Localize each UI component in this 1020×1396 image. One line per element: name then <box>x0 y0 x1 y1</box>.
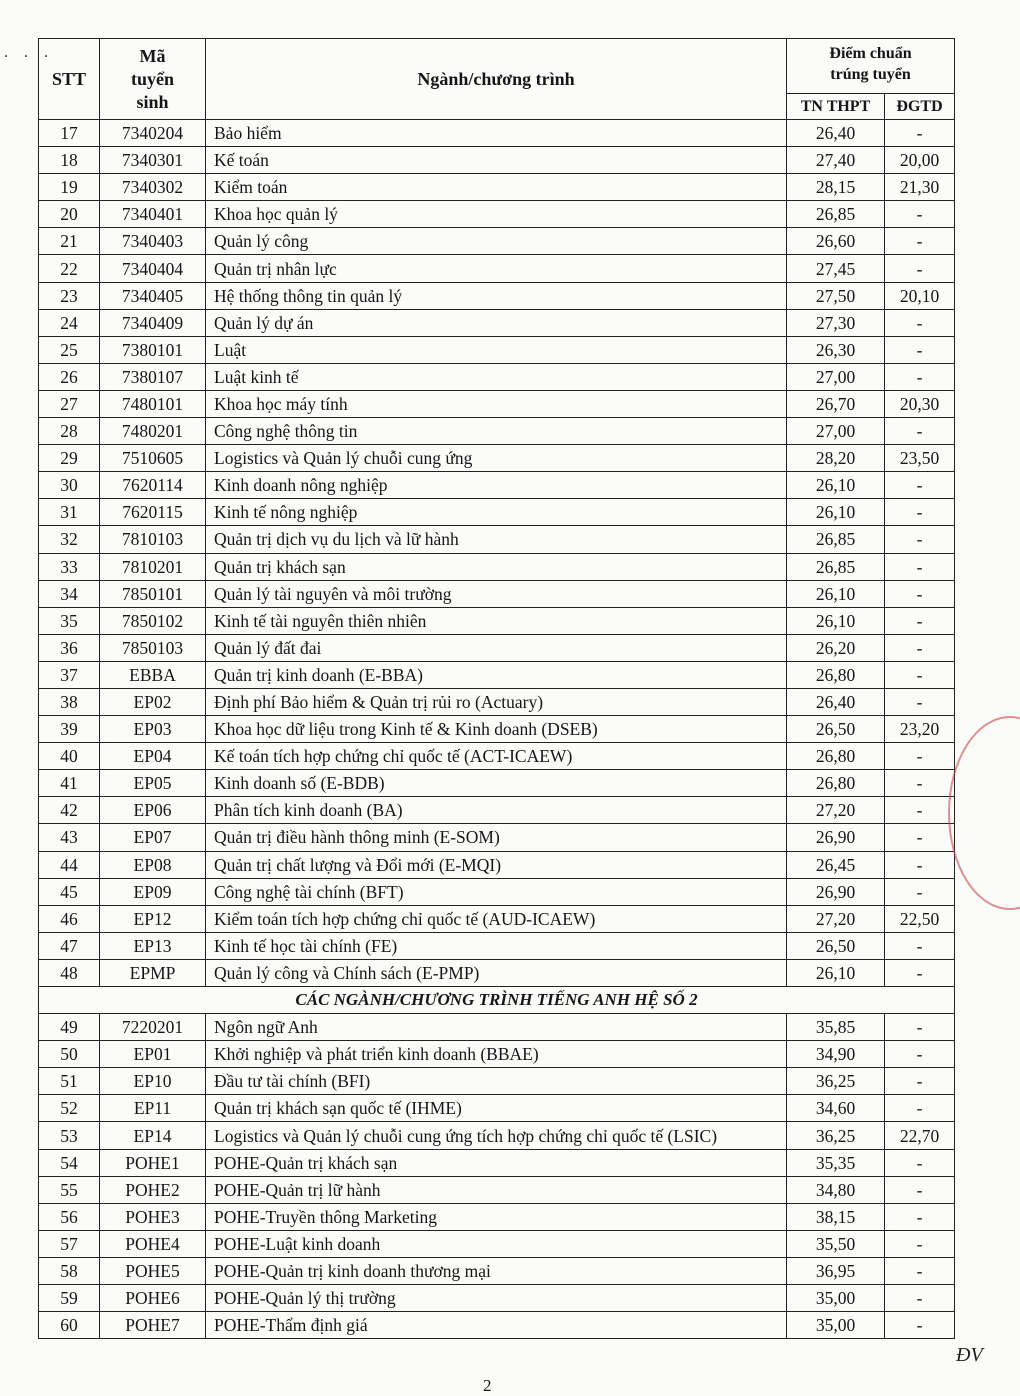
table-row <box>39 174 955 201</box>
cell-tn-thpt: 26,10 <box>787 607 885 634</box>
cell-stt: 54 <box>39 1149 100 1176</box>
cell-program: Quản trị chất lượng và Đổi mới (E-MQI) <box>206 851 787 878</box>
cell-program: Công nghệ thông tin <box>206 418 787 445</box>
cell-dgtd: - <box>885 1095 955 1122</box>
cell-tn-thpt: 26,10 <box>787 472 885 499</box>
table-row <box>39 932 955 959</box>
cell-program: Định phí Bảo hiểm & Quản trị rủi ro (Actuary) <box>206 688 787 715</box>
cell-code: EP08 <box>100 851 206 878</box>
table-row <box>39 1285 955 1312</box>
table-row <box>39 1068 955 1095</box>
cell-program: Quản lý tài nguyên và môi trường <box>206 580 787 607</box>
cell-dgtd: - <box>885 1203 955 1230</box>
cell-stt: 39 <box>39 716 100 743</box>
cell-code: POHE2 <box>100 1176 206 1203</box>
cell-program: Quản trị khách sạn quốc tế (IHME) <box>206 1095 787 1122</box>
cell-tn-thpt: 26,90 <box>787 878 885 905</box>
cell-dgtd: - <box>885 526 955 553</box>
cell-tn-thpt: 26,85 <box>787 201 885 228</box>
cell-dgtd: 20,30 <box>885 390 955 417</box>
table-body-main <box>39 120 955 987</box>
cell-tn-thpt: 35,50 <box>787 1230 885 1257</box>
cell-dgtd: - <box>885 201 955 228</box>
cell-stt: 17 <box>39 120 100 147</box>
cell-program: Khởi nghiệp và phát triển kinh doanh (BBAE) <box>206 1041 787 1068</box>
cell-program: Đầu tư tài chính (BFI) <box>206 1068 787 1095</box>
cell-stt: 28 <box>39 418 100 445</box>
cell-tn-thpt: 26,80 <box>787 661 885 688</box>
table-row <box>39 1203 955 1230</box>
cell-code: 7340302 <box>100 174 206 201</box>
cell-stt: 34 <box>39 580 100 607</box>
table-row <box>39 1014 955 1041</box>
cell-stt: 52 <box>39 1095 100 1122</box>
cell-stt: 19 <box>39 174 100 201</box>
cell-tn-thpt: 26,10 <box>787 580 885 607</box>
cell-stt: 36 <box>39 634 100 661</box>
page-number: 2 <box>483 1376 492 1395</box>
cell-stt: 38 <box>39 688 100 715</box>
table-row <box>39 1095 955 1122</box>
cell-dgtd: - <box>885 743 955 770</box>
cell-code: 7340301 <box>100 147 206 174</box>
cell-dgtd: - <box>885 1312 955 1339</box>
cell-dgtd: - <box>885 634 955 661</box>
header-code-line-2: tuyển <box>130 68 174 89</box>
table-row <box>39 1312 955 1339</box>
table-row <box>39 201 955 228</box>
table-row <box>39 418 955 445</box>
cell-tn-thpt: 26,85 <box>787 526 885 553</box>
header-dgtd: ĐGTD <box>885 94 955 120</box>
cell-tn-thpt: 26,70 <box>787 390 885 417</box>
cell-stt: 58 <box>39 1257 100 1284</box>
cell-program: Quản lý công và Chính sách (E-PMP) <box>206 959 787 986</box>
cell-code: EP02 <box>100 688 206 715</box>
cell-tn-thpt: 27,50 <box>787 282 885 309</box>
cell-tn-thpt: 26,40 <box>787 120 885 147</box>
cell-code: 7850101 <box>100 580 206 607</box>
cell-code: 7480201 <box>100 418 206 445</box>
cell-dgtd: 22,50 <box>885 905 955 932</box>
red-stamp-seal <box>948 716 1020 910</box>
table-row <box>39 255 955 282</box>
cell-program: Kinh doanh số (E-BDB) <box>206 770 787 797</box>
table-row <box>39 309 955 336</box>
cell-dgtd: - <box>885 309 955 336</box>
cell-dgtd: 23,20 <box>885 716 955 743</box>
cell-stt: 46 <box>39 905 100 932</box>
table-row <box>39 472 955 499</box>
table-row <box>39 1257 955 1284</box>
cell-dgtd: - <box>885 1257 955 1284</box>
cell-stt: 18 <box>39 147 100 174</box>
cell-code: 7480101 <box>100 390 206 417</box>
cell-tn-thpt: 36,95 <box>787 1257 885 1284</box>
cell-tn-thpt: 26,60 <box>787 228 885 255</box>
cell-code: 7620114 <box>100 472 206 499</box>
cell-code: EP03 <box>100 716 206 743</box>
cell-tn-thpt: 27,40 <box>787 147 885 174</box>
cell-program: Logistics và Quản lý chuỗi cung ứng tích hợp chứng chỉ quốc tế (LSIC) <box>206 1122 787 1149</box>
cell-dgtd: - <box>885 1230 955 1257</box>
cell-stt: 59 <box>39 1285 100 1312</box>
initials-signature: ĐV <box>956 1344 983 1366</box>
cell-tn-thpt: 26,40 <box>787 688 885 715</box>
cell-code: POHE1 <box>100 1149 206 1176</box>
cell-tn-thpt: 26,80 <box>787 770 885 797</box>
cell-tn-thpt: 26,45 <box>787 851 885 878</box>
cell-program: Kinh doanh nông nghiệp <box>206 472 787 499</box>
cell-dgtd: - <box>885 1041 955 1068</box>
cell-program: POHE-Truyền thông Marketing <box>206 1203 787 1230</box>
cell-code: 7380107 <box>100 363 206 390</box>
cell-tn-thpt: 35,00 <box>787 1312 885 1339</box>
admission-score-table <box>38 38 955 1339</box>
table-row <box>39 1122 955 1149</box>
cell-program: POHE-Quản trị kinh doanh thương mại <box>206 1257 787 1284</box>
cell-dgtd: - <box>885 363 955 390</box>
cell-program: Quản trị khách sạn <box>206 553 787 580</box>
header-stt: STT <box>39 39 100 120</box>
cell-dgtd: - <box>885 418 955 445</box>
table-row <box>39 499 955 526</box>
cell-tn-thpt: 26,30 <box>787 336 885 363</box>
cell-stt: 33 <box>39 553 100 580</box>
cell-code: 7340401 <box>100 201 206 228</box>
cell-code: POHE7 <box>100 1312 206 1339</box>
cell-stt: 51 <box>39 1068 100 1095</box>
table-body-english <box>39 1014 955 1339</box>
cell-program: Kinh tế tài nguyên thiên nhiên <box>206 607 787 634</box>
cell-dgtd: - <box>885 607 955 634</box>
cell-dgtd: - <box>885 1068 955 1095</box>
table-row <box>39 824 955 851</box>
cell-dgtd: - <box>885 878 955 905</box>
cell-program: Kế toán tích hợp chứng chỉ quốc tế (ACT-ICAEW) <box>206 743 787 770</box>
cell-program: POHE-Luật kinh doanh <box>206 1230 787 1257</box>
cell-code: 7850103 <box>100 634 206 661</box>
cell-tn-thpt: 36,25 <box>787 1122 885 1149</box>
header-score <box>787 39 955 94</box>
cell-tn-thpt: 28,20 <box>787 445 885 472</box>
table-row <box>39 905 955 932</box>
table-row <box>39 1176 955 1203</box>
cell-program: POHE-Quản lý thị trường <box>206 1285 787 1312</box>
cell-stt: 29 <box>39 445 100 472</box>
cell-stt: 21 <box>39 228 100 255</box>
cell-code: EP07 <box>100 824 206 851</box>
table-row <box>39 120 955 147</box>
margin-marks: . . . <box>4 44 54 61</box>
cell-stt: 50 <box>39 1041 100 1068</box>
cell-code: POHE5 <box>100 1257 206 1284</box>
cell-code: EBBA <box>100 661 206 688</box>
cell-code: EP13 <box>100 932 206 959</box>
cell-tn-thpt: 27,20 <box>787 797 885 824</box>
cell-program: Ngôn ngữ Anh <box>206 1014 787 1041</box>
cell-stt: 56 <box>39 1203 100 1230</box>
cell-code: EP01 <box>100 1041 206 1068</box>
cell-tn-thpt: 36,25 <box>787 1068 885 1095</box>
cell-code: 7340403 <box>100 228 206 255</box>
cell-dgtd: - <box>885 959 955 986</box>
cell-stt: 40 <box>39 743 100 770</box>
cell-dgtd: - <box>885 661 955 688</box>
cell-dgtd: - <box>885 932 955 959</box>
cell-program: Công nghệ tài chính (BFT) <box>206 878 787 905</box>
cell-program: Phân tích kinh doanh (BA) <box>206 797 787 824</box>
cell-stt: 49 <box>39 1014 100 1041</box>
cell-stt: 23 <box>39 282 100 309</box>
header-tn-thpt: TN THPT <box>787 94 885 120</box>
cell-program: Luật <box>206 336 787 363</box>
cell-stt: 57 <box>39 1230 100 1257</box>
header-code-line-3: sinh <box>136 91 169 112</box>
cell-tn-thpt: 34,80 <box>787 1176 885 1203</box>
cell-tn-thpt: 28,15 <box>787 174 885 201</box>
cell-program: Luật kinh tế <box>206 363 787 390</box>
cell-tn-thpt: 35,35 <box>787 1149 885 1176</box>
cell-program: POHE-Quản trị lữ hành <box>206 1176 787 1203</box>
cell-code: EP04 <box>100 743 206 770</box>
cell-tn-thpt: 26,20 <box>787 634 885 661</box>
cell-stt: 30 <box>39 472 100 499</box>
cell-code: EP11 <box>100 1095 206 1122</box>
cell-dgtd: 20,10 <box>885 282 955 309</box>
cell-stt: 45 <box>39 878 100 905</box>
cell-tn-thpt: 26,50 <box>787 716 885 743</box>
cell-tn-thpt: 26,80 <box>787 743 885 770</box>
cell-code: EPMP <box>100 959 206 986</box>
cell-program: Logistics và Quản lý chuỗi cung ứng <box>206 445 787 472</box>
cell-tn-thpt: 27,45 <box>787 255 885 282</box>
table-row <box>39 1149 955 1176</box>
cell-dgtd: - <box>885 688 955 715</box>
cell-code: 7620115 <box>100 499 206 526</box>
table-row <box>39 282 955 309</box>
table-row <box>39 851 955 878</box>
cell-tn-thpt: 35,85 <box>787 1014 885 1041</box>
cell-program: Quản lý công <box>206 228 787 255</box>
table-row <box>39 336 955 363</box>
cell-stt: 37 <box>39 661 100 688</box>
cell-program: Quản trị điều hành thông minh (E-SOM) <box>206 824 787 851</box>
header-score-line-1: Điểm chuẩn <box>829 45 912 62</box>
cell-code: POHE3 <box>100 1203 206 1230</box>
cell-dgtd: - <box>885 120 955 147</box>
cell-program: Quản lý đất đai <box>206 634 787 661</box>
cell-code: 7510605 <box>100 445 206 472</box>
cell-dgtd: - <box>885 1285 955 1312</box>
cell-stt: 24 <box>39 309 100 336</box>
cell-code: EP14 <box>100 1122 206 1149</box>
cell-code: 7850102 <box>100 607 206 634</box>
cell-stt: 35 <box>39 607 100 634</box>
table-row <box>39 228 955 255</box>
cell-dgtd: - <box>885 851 955 878</box>
cell-code: POHE4 <box>100 1230 206 1257</box>
table-row <box>39 445 955 472</box>
cell-tn-thpt: 26,90 <box>787 824 885 851</box>
cell-program: Bảo hiểm <box>206 120 787 147</box>
cell-stt: 20 <box>39 201 100 228</box>
table-row <box>39 147 955 174</box>
cell-tn-thpt: 35,00 <box>787 1285 885 1312</box>
cell-stt: 25 <box>39 336 100 363</box>
cell-dgtd: 22,70 <box>885 1122 955 1149</box>
cell-dgtd: - <box>885 1149 955 1176</box>
cell-dgtd: - <box>885 255 955 282</box>
cell-program: Quản trị nhân lực <box>206 255 787 282</box>
table-row <box>39 1230 955 1257</box>
cell-dgtd: - <box>885 1176 955 1203</box>
table-row <box>39 390 955 417</box>
cell-stt: 26 <box>39 363 100 390</box>
cell-tn-thpt: 38,15 <box>787 1203 885 1230</box>
table-row <box>39 661 955 688</box>
cell-stt: 32 <box>39 526 100 553</box>
cell-dgtd: - <box>885 499 955 526</box>
table-row <box>39 1041 955 1068</box>
cell-dgtd: - <box>885 797 955 824</box>
cell-program: Quản trị dịch vụ du lịch và lữ hành <box>206 526 787 553</box>
cell-code: EP10 <box>100 1068 206 1095</box>
cell-program: Quản trị kinh doanh (E-BBA) <box>206 661 787 688</box>
cell-stt: 44 <box>39 851 100 878</box>
cell-stt: 31 <box>39 499 100 526</box>
table-row <box>39 607 955 634</box>
cell-dgtd: - <box>885 472 955 499</box>
cell-dgtd: - <box>885 770 955 797</box>
table-row <box>39 797 955 824</box>
table-row <box>39 634 955 661</box>
cell-stt: 22 <box>39 255 100 282</box>
cell-tn-thpt: 34,60 <box>787 1095 885 1122</box>
cell-tn-thpt: 27,20 <box>787 905 885 932</box>
table-row <box>39 959 955 986</box>
cell-program: Kinh tế nông nghiệp <box>206 499 787 526</box>
cell-stt: 43 <box>39 824 100 851</box>
cell-stt: 48 <box>39 959 100 986</box>
cell-program: POHE-Quản trị khách sạn <box>206 1149 787 1176</box>
cell-code: 7340404 <box>100 255 206 282</box>
cell-program: Kiểm toán <box>206 174 787 201</box>
cell-code: 7810103 <box>100 526 206 553</box>
cell-dgtd: - <box>885 336 955 363</box>
cell-tn-thpt: 26,50 <box>787 932 885 959</box>
cell-tn-thpt: 26,85 <box>787 553 885 580</box>
cell-program: Khoa học quản lý <box>206 201 787 228</box>
cell-stt: 42 <box>39 797 100 824</box>
table-body-section <box>39 987 955 1014</box>
cell-code: 7810201 <box>100 553 206 580</box>
cell-dgtd: 21,30 <box>885 174 955 201</box>
cell-tn-thpt: 27,00 <box>787 418 885 445</box>
cell-dgtd: - <box>885 228 955 255</box>
table-row <box>39 743 955 770</box>
cell-code: EP05 <box>100 770 206 797</box>
cell-dgtd: 20,00 <box>885 147 955 174</box>
table-row <box>39 580 955 607</box>
cell-program: Kinh tế học tài chính (FE) <box>206 932 787 959</box>
cell-dgtd: - <box>885 553 955 580</box>
cell-dgtd: - <box>885 580 955 607</box>
table-row <box>39 526 955 553</box>
cell-code: 7340204 <box>100 120 206 147</box>
cell-stt: 47 <box>39 932 100 959</box>
cell-code: POHE6 <box>100 1285 206 1312</box>
cell-code: 7340405 <box>100 282 206 309</box>
cell-program: Quản lý dự án <box>206 309 787 336</box>
header-score-line-2: trúng tuyển <box>830 66 911 83</box>
cell-code: EP09 <box>100 878 206 905</box>
table-row <box>39 363 955 390</box>
cell-code: EP06 <box>100 797 206 824</box>
cell-code: 7340409 <box>100 309 206 336</box>
table-row <box>39 553 955 580</box>
header-program: Ngành/chương trình <box>206 39 787 120</box>
cell-dgtd: 23,50 <box>885 445 955 472</box>
cell-stt: 41 <box>39 770 100 797</box>
cell-code: 7380101 <box>100 336 206 363</box>
table-row <box>39 878 955 905</box>
table-row <box>39 688 955 715</box>
cell-program: POHE-Thẩm định giá <box>206 1312 787 1339</box>
cell-tn-thpt: 26,10 <box>787 499 885 526</box>
cell-stt: 55 <box>39 1176 100 1203</box>
section-title: CÁC NGÀNH/CHƯƠNG TRÌNH TIẾNG ANH HỆ SỐ 2 <box>39 987 955 1014</box>
cell-stt: 53 <box>39 1122 100 1149</box>
cell-dgtd: - <box>885 1014 955 1041</box>
cell-tn-thpt: 26,10 <box>787 959 885 986</box>
cell-tn-thpt: 34,90 <box>787 1041 885 1068</box>
cell-stt: 27 <box>39 390 100 417</box>
cell-code: EP12 <box>100 905 206 932</box>
cell-code: 7220201 <box>100 1014 206 1041</box>
cell-tn-thpt: 27,00 <box>787 363 885 390</box>
cell-program: Hệ thống thông tin quản lý <box>206 282 787 309</box>
header-code <box>100 39 206 120</box>
cell-program: Kế toán <box>206 147 787 174</box>
table-row <box>39 716 955 743</box>
cell-stt: 60 <box>39 1312 100 1339</box>
cell-tn-thpt: 27,30 <box>787 309 885 336</box>
cell-program: Kiểm toán tích hợp chứng chỉ quốc tế (AUD-ICAEW) <box>206 905 787 932</box>
cell-dgtd: - <box>885 824 955 851</box>
table-row <box>39 770 955 797</box>
cell-program: Khoa học máy tính <box>206 390 787 417</box>
cell-program: Khoa học dữ liệu trong Kinh tế & Kinh doanh (DSEB) <box>206 716 787 743</box>
header-code-line-1: Mã <box>139 45 166 66</box>
